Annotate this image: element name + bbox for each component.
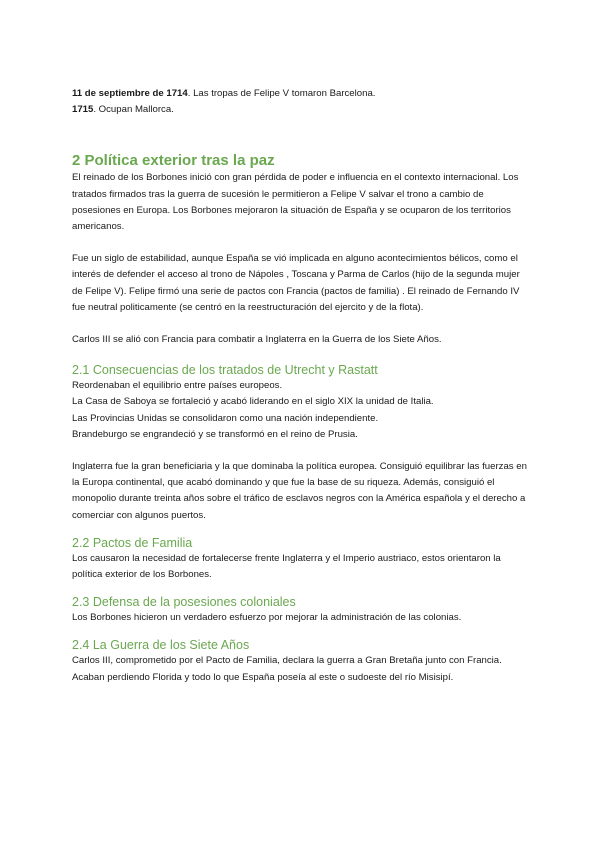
section-2-2-paragraph: Los causaron la necesidad de fortalecerse frente Inglaterra y el Imperio austriaco, estos orientaron la política exterior de los Borbones. xyxy=(72,552,501,581)
section-2-4-heading: 2.4 La Guerra de los Siete Años xyxy=(72,638,250,653)
section-2-paragraph-2: Fue un siglo de estabilidad, aunque España se vió implicada en alguno acontecimientos bélicos, como el interés de defender el acceso al trono de Nápoles , Toscana y Parma de Carlos (hijo de la segunda mujer de Felipe V). Felipe firmó una serie de pactos con Francia (pactos de familia) . El reinado de Fernando IV fue neutral politicamente (se centró en la reestructuración del ejercito y de la flota). xyxy=(72,253,520,313)
section-2-1-paragraph: Inglaterra fue la gran beneficiaria y la que dominaba la política europea. Consiguió equilibrar las fuerzas en la Europa continental, que acabó dominando y que fue la base de su riqueza. Además, consiguió el monopolio durante treinta años sobre el tráfico de esclavos negros con la América española y el derecho a comerciar con algunos puertos. xyxy=(72,461,527,521)
section-2-paragraph-3: Carlos III se alió con Francia para combatir a Inglaterra en la Guerra de los Siete Años. xyxy=(72,334,442,346)
intro-date-2: 1715 xyxy=(72,104,94,116)
intro-line-2 xyxy=(72,102,532,118)
section-2-1-line-4: Brandeburgo se engrandeció y se transformó en el reino de Prusia. xyxy=(72,428,358,440)
intro-text-1: . Las tropas de Felipe V tomaron Barcelona. xyxy=(187,88,376,99)
section-2-1-line-3: Las Provincias Unidas se consolidaron como una nación independiente. xyxy=(72,412,379,424)
section-2-paragraph-1: El reinado de los Borbones inició con gran pérdida de poder e influencia en el contexto internacional. Los tratados firmados tras la guerra de sucesión le permitieron a Felipe V salvar el trono a cambio de posesiones en Europa. Los Borbones mejoraron la situación de España y se ocuparon de los territorios americanos. xyxy=(72,172,519,233)
section-2-2-heading: 2.2 Pactos de Familia xyxy=(72,535,193,550)
section-2-heading: 2 Política exterior tras la paz xyxy=(72,152,275,170)
intro-date-1: 11 de septiembre de 1714 xyxy=(72,88,188,99)
section-2-1-line-2: La Casa de Saboya se fortaleció y acabó liderando en el siglo XIX la unidad de Italia. xyxy=(72,396,434,408)
intro-text-2: . Ocupan Mallorca. xyxy=(93,104,174,116)
section-2-1-heading: 2.1 Consecuencias de los tratados de Utrecht y Rastatt xyxy=(72,363,378,378)
intro-line-1 xyxy=(72,86,532,102)
section-2-3-heading: 2.3 Defensa de la posesiones coloniales xyxy=(72,595,296,610)
section-2-3-paragraph: Los Borbones hicieron un verdadero esfuerzo por mejorar la administración de las colonias. xyxy=(72,612,462,624)
section-2-4-paragraph: Carlos III, comprometido por el Pacto de Familia, declara la guerra a Gran Bretaña junto con Francia. Acaban perdiendo Florida y todo lo que España poseía al este o sudoeste del río Misisipí. xyxy=(72,655,502,683)
document-body xyxy=(72,86,532,686)
section-2-1-line-1: Reordenaban el equilibrio entre países europeos. xyxy=(72,380,283,392)
